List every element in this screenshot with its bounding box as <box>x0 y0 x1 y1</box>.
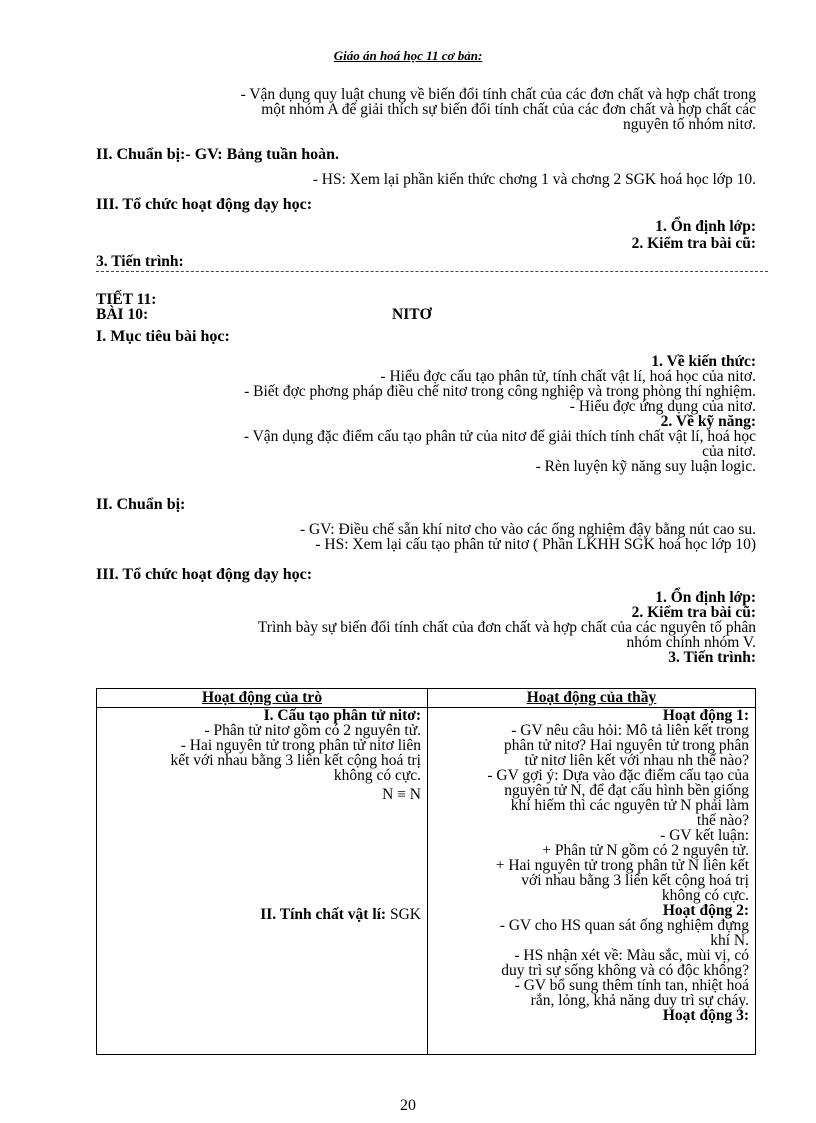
activity-1-heading: Hoạt động 1: <box>662 707 749 724</box>
lesson-bai: BÀI 10: <box>96 306 149 323</box>
intro-line-2: một nhóm A để giải thích sự biến đổi tính chất của các đơn chất và hợp chất các <box>261 101 756 118</box>
goals-block <box>96 354 756 474</box>
teacher-line-8: - GV kết luận: <box>660 827 749 844</box>
teacher-line-5: nguyên tử N, để đạt cấu hình bền giống <box>504 782 749 799</box>
teacher-line-4: - GV gợi ý: Dựa vào đặc điểm cấu tạo của <box>487 767 749 784</box>
skills-line-1: - Vận dụng đặc điểm cấu tạo phân tử của nitơ để giải thích tính chất vật lí, hoá học <box>243 428 756 445</box>
table-header-row <box>97 689 756 708</box>
section-divider <box>96 271 768 272</box>
skills-heading: 2. Về kỹ năng: <box>660 413 756 430</box>
prep1-heading: II. Chuẩn bị:- GV: Bảng tuần hoàn. <box>96 146 340 163</box>
prep2-hs: - HS: Xem lại cấu tạo phân tử nitơ ( Phần LKHH SGK hoá học lớp 10) <box>315 536 756 553</box>
student-cell <box>97 708 428 1055</box>
physical-properties-label: II. Tính chất vật lí: <box>260 906 387 923</box>
teacher-line-12: không có cực. <box>661 887 749 904</box>
teacher-line-17: - GV bổ sung thêm tính tan, nhiệt hoá <box>514 977 749 994</box>
activity-table <box>96 688 756 1055</box>
knowledge-line-1: - Hiểu đợc cấu tạo phân tử, tính chất vật lí, hoá học của nitơ. <box>380 368 756 385</box>
teacher-line-1: - GV nêu câu hỏi: Mô tả liên kết trong <box>511 722 749 739</box>
goals-heading: I. Mục tiêu bài học: <box>96 328 230 345</box>
prep2-block <box>96 522 756 552</box>
student-line-4: không có cực. <box>333 767 421 784</box>
intro-line-1: - Vận dụng quy luật chung về biến đổi tính chất của các đơn chất và hợp chất trong <box>240 86 756 103</box>
physical-properties-ref: SGK <box>386 906 421 923</box>
teacher-line-9: + Phân tử N gồm có 2 nguyên tử. <box>542 842 749 859</box>
column-header-student: Hoạt động của trò <box>97 689 428 708</box>
teacher-line-3: tử nitơ liên kết với nhau nh thế nào? <box>524 752 749 769</box>
student-line-1: - Phân tử nitơ gồm có 2 nguyên tử. <box>204 722 421 739</box>
org1-step-2: 2. Kiểm tra bài cũ: <box>631 235 756 252</box>
activity-2-heading: Hoạt động 2: <box>662 902 749 919</box>
org2-question-1: Trình bày sự biến đổi tính chất của đơn chất và hợp chất của các nguyên tố phân <box>257 619 756 636</box>
org1-step-3: 3. Tiến trình: <box>96 253 184 270</box>
skills-line-1b: của nitơ. <box>702 443 756 460</box>
knowledge-line-3: - Hiểu đợc ứng dụng của nitơ. <box>569 398 756 415</box>
teacher-line-11: với nhau bằng 3 liên kết cộng hoá trị <box>521 872 749 889</box>
teacher-line-10: + Hai nguyên tử trong phân tử N liên kết <box>495 857 749 874</box>
org2-question-2: nhóm chính nhóm V. <box>626 634 756 651</box>
org2-block <box>96 590 756 665</box>
page-header: Giáo án hoá học 11 cơ bản: <box>333 48 483 63</box>
org2-step-3: 3. Tiến trình: <box>668 649 756 666</box>
knowledge-line-2: - Biết đợc phơng pháp điều chế nitơ trong công nghiệp và trong phòng thí nghiệm. <box>244 383 756 400</box>
teacher-line-16: duy trì sự sống không và có độc không? <box>501 962 749 979</box>
org2-heading: III. Tổ chức hoạt động dạy học: <box>96 566 313 583</box>
intro-line-3: nguyên tố nhóm nitơ. <box>622 116 756 133</box>
teacher-cell <box>428 708 756 1055</box>
page-number: 20 <box>400 1097 416 1114</box>
org2-step-2: 2. Kiểm tra bài cũ: <box>631 604 756 621</box>
teacher-line-13: - GV cho HS quan sát ống nghiệm đựng <box>499 917 749 934</box>
teacher-line-2: phân tử nitơ? Hai nguyên tử trong phân <box>504 737 749 754</box>
prep2-gv: - GV: Điều chế sẵn khí nitơ cho vào các ống nghiệm đậy bằng nút cao su. <box>300 521 756 538</box>
student-heading-2 <box>103 907 421 922</box>
teacher-line-7: thế nào? <box>696 812 749 829</box>
teacher-line-15: - HS nhận xét về: Màu sắc, mùi vị, có <box>514 947 749 964</box>
table-row <box>97 708 756 1055</box>
knowledge-heading: 1. Về kiến thức: <box>651 353 756 370</box>
prep1-hs: - HS: Xem lại phần kiến thức chơng 1 và chơng 2 SGK hoá học lớp 10. <box>312 171 756 188</box>
org1-heading: III. Tổ chức hoạt động dạy học: <box>96 196 313 213</box>
org2-step-1: 1. Ổn định lớp: <box>655 589 756 606</box>
nitrogen-formula: N ≡ N <box>382 786 421 803</box>
prep2-heading: II. Chuẩn bị: <box>96 496 186 513</box>
skills-line-2: - Rèn luyện kỹ năng suy luận logic. <box>535 458 756 475</box>
column-header-teacher: Hoạt động của thầy <box>428 689 756 708</box>
teacher-line-18: rắn, lỏng, khả năng duy trì sự cháy. <box>530 992 749 1009</box>
student-line-2: - Hai nguyên tử trong phân tử nitơ liên <box>180 737 421 754</box>
activity-3-heading: Hoạt động 3: <box>662 1007 749 1024</box>
teacher-line-14: khí N. <box>710 932 749 949</box>
org1-step-1: 1. Ổn định lớp: <box>655 218 756 235</box>
teacher-line-6: khí hiếm thì các nguyên tử N phải làm <box>510 797 749 814</box>
intro-block <box>96 87 756 132</box>
student-heading-1: I. Cấu tạo phân tử nitơ: <box>263 707 421 724</box>
lesson-tiet: TIẾT 11: <box>96 291 157 308</box>
student-line-3: kết với nhau bằng 3 liên kết cộng hoá trị <box>170 752 421 769</box>
lesson-title: NITƠ <box>392 306 432 323</box>
